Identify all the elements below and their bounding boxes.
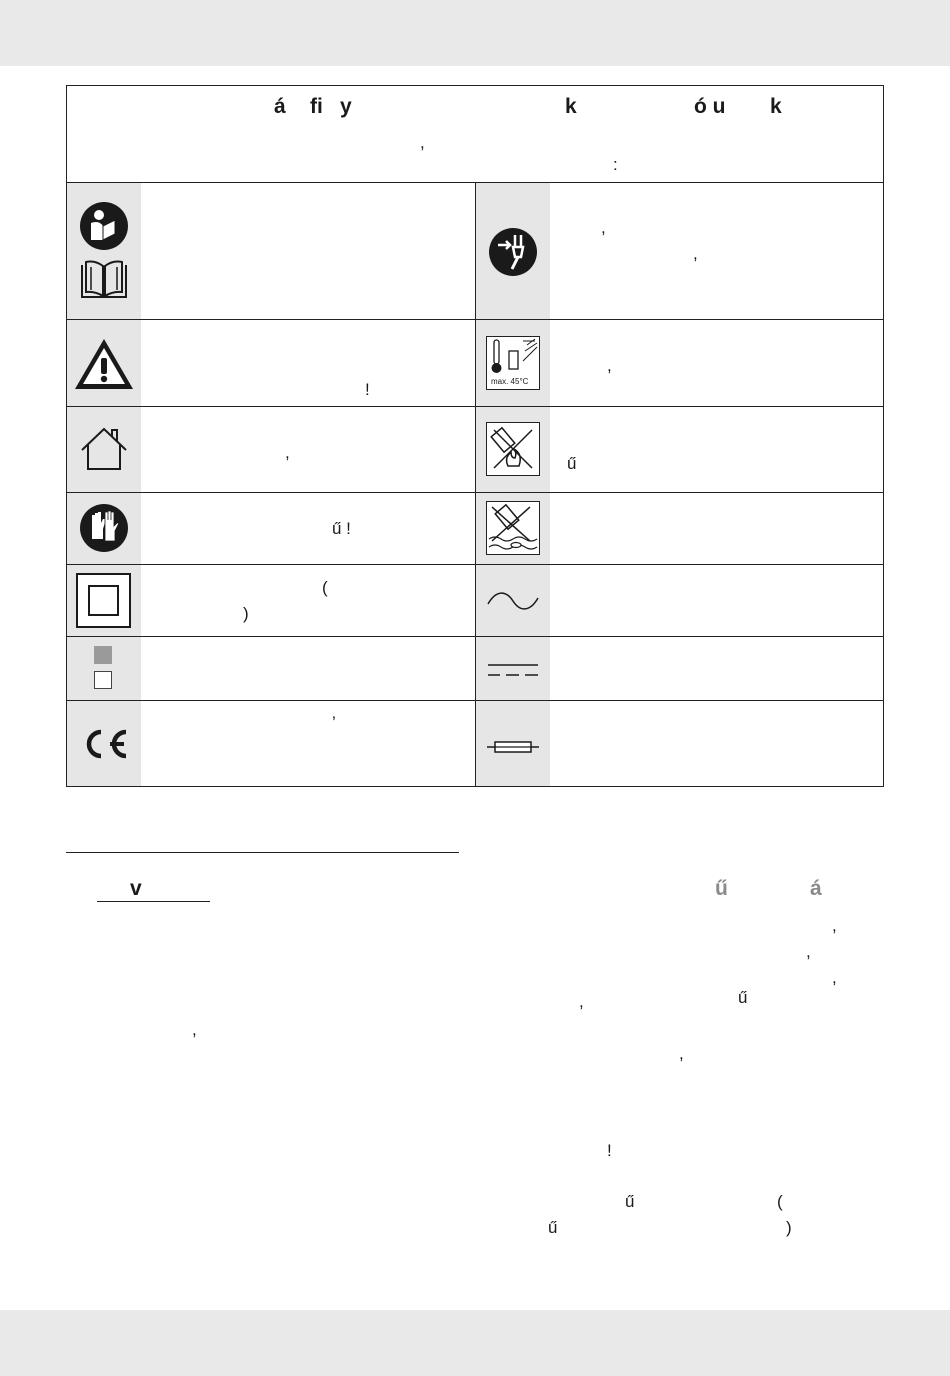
row4-left-fragment: ű ! [332,519,351,538]
right-text-fragment: ű [548,1218,558,1237]
table-row-divider [66,700,884,701]
title-fragment: k [770,95,782,118]
grey-square-icon [94,646,112,664]
table-row-divider [66,492,884,493]
right-text-fragment: ( [777,1192,783,1211]
open-book-icon [79,259,129,301]
title-fragment: ó u [694,95,726,118]
table-row-divider [66,406,884,407]
section-rule [66,852,459,853]
right-text-fragment: , [579,992,584,1011]
wear-gloves-icon [79,503,129,553]
table-row-divider [66,564,884,565]
right-text-fragment: , [806,942,811,961]
row2-right-fragment: , [607,356,612,375]
direct-current-icon [486,658,540,680]
max-temperature-icon [486,336,540,390]
right-text-fragment: ) [786,1218,792,1237]
read-manual-icon [79,201,129,251]
row1-right-fragment: , [693,244,698,263]
row5-left-fragment: ) [243,604,249,623]
indoor-use-house-icon [79,426,129,472]
title-fragment: fi [310,95,323,118]
title-fragment: á [274,95,286,118]
fuse-icon [486,738,540,756]
no-water-disposal-icon [486,501,540,555]
title-fragment: y [340,95,352,118]
right-text-fragment: ű [738,988,748,1007]
warning-triangle-icon [72,336,136,392]
white-square-icon [94,671,112,689]
thermometer-icon [487,337,539,377]
table-row-divider [66,319,884,320]
table-row-divider [66,636,884,637]
top-margin-band [0,0,950,66]
row5-left-fragment: ( [322,578,328,597]
bottom-margin-band [0,1310,950,1376]
row2-left-fragment: ! [365,380,370,399]
protection-class-ii-icon [76,573,131,628]
alternating-current-icon [486,590,540,612]
right-text-fragment: ! [607,1141,612,1160]
title-fragment: k [565,95,577,118]
no-fire-icon [486,422,540,476]
subtitle-fragment: : [613,155,618,174]
subtitle-fragment: , [420,133,425,152]
right-text-fragment: , [832,916,837,935]
ce-mark-icon [80,728,130,760]
heading-underline [97,901,210,902]
right-text-fragment: ű [625,1192,635,1211]
right-section-heading: ű [715,877,728,900]
max-temperature-label: max. 45°C [491,377,529,386]
row7-left-fragment: ’ [332,713,336,732]
left-text-fragment: , [192,1020,197,1039]
right-section-heading: á [810,877,822,900]
row1-right-fragment: , [601,218,606,237]
right-text-fragment: , [832,968,837,987]
right-text-fragment: , [679,1044,684,1063]
row3-right-fragment: ű [567,454,577,473]
left-section-heading: v [130,877,142,900]
unplug-before-service-icon [488,227,538,277]
row3-left-fragment: , [285,443,290,462]
